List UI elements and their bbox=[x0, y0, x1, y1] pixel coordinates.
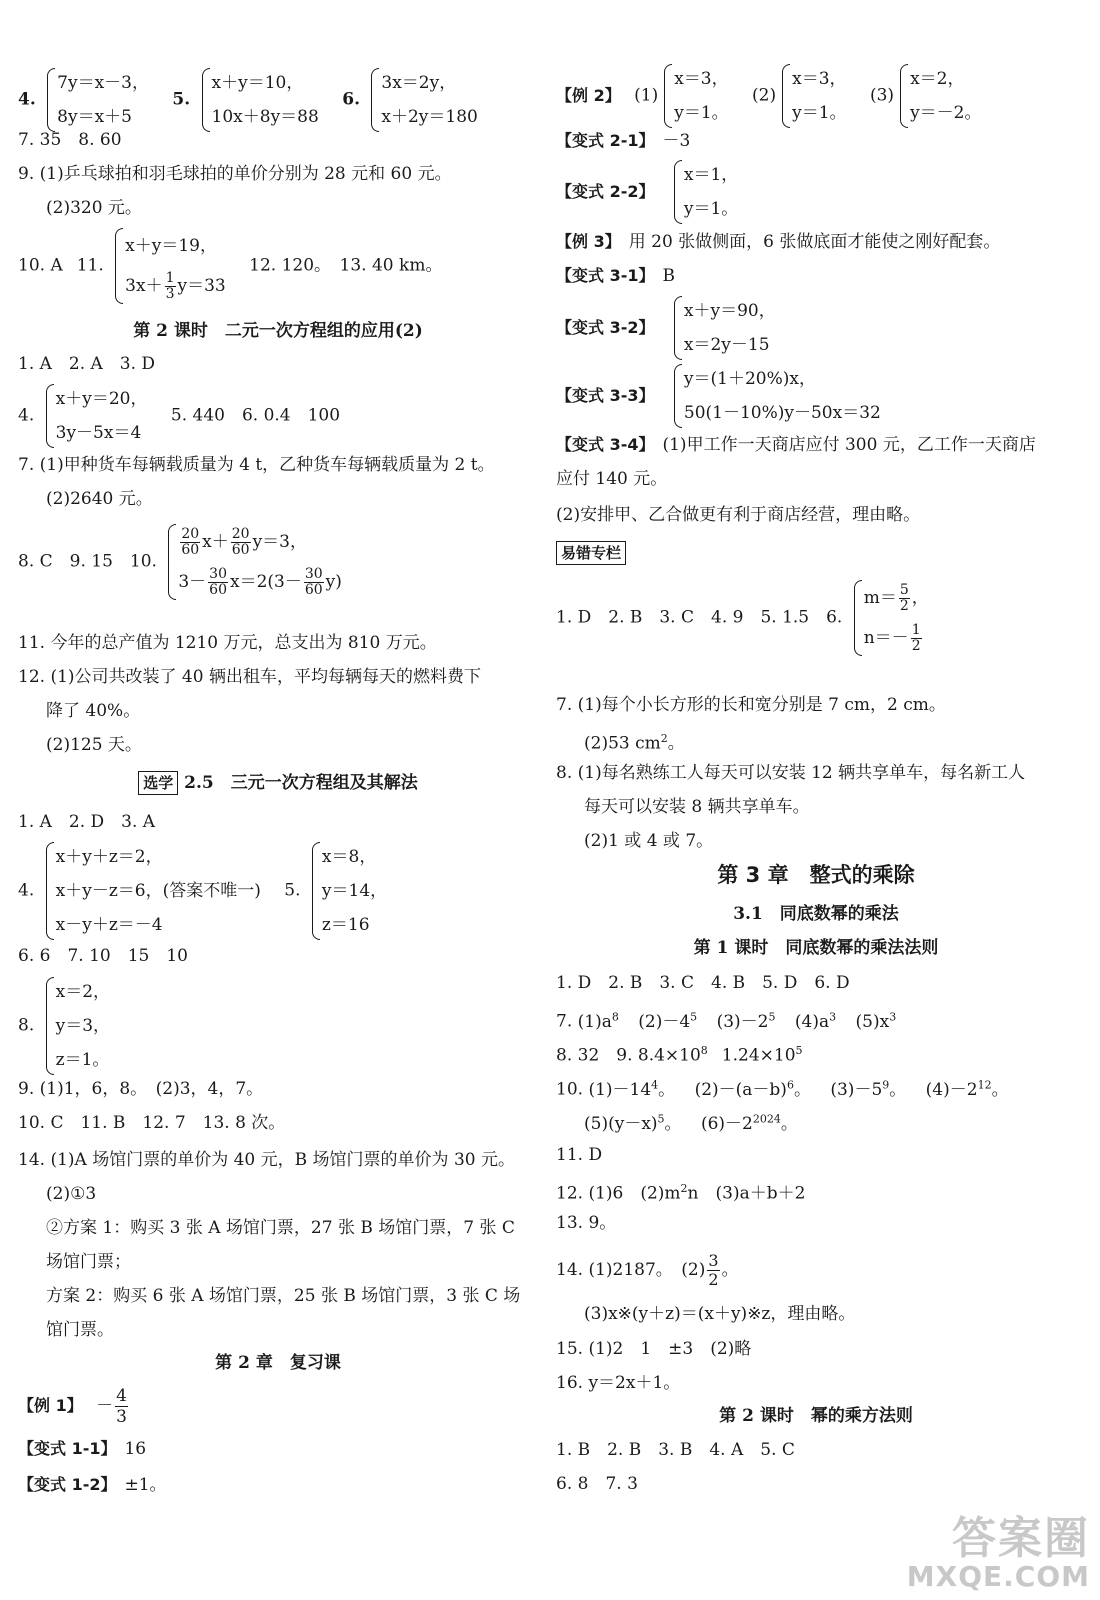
answer-line: 15. (1)2 1 ±3 (2)略 bbox=[556, 1339, 752, 1359]
answer-line: (2)320 元。 bbox=[46, 198, 142, 218]
answer-line: 14. (1)A 场馆门票的单价为 40 元，B 场馆门票的单价为 30 元。 bbox=[18, 1150, 515, 1170]
answer-line: 【变式 3-3】 y＝(1＋20%)x， 50(1－10%)y－50x＝32 bbox=[556, 362, 885, 430]
equation-system: 7y＝x－3， 8y＝x＋5 bbox=[45, 66, 149, 134]
answer-line: 【例 3】 用 20 张做侧面，6 张做底面才能使之刚好配套。 bbox=[556, 232, 1001, 252]
error-prone-badge: 易错专栏 bbox=[556, 541, 626, 565]
answer-line: (2)1 或 4 或 7。 bbox=[584, 831, 714, 851]
answer-line: 场馆门票； bbox=[46, 1252, 131, 1272]
equation-system: x＝3， y＝1。 bbox=[780, 62, 846, 130]
answer-line: 1. A 2. A 3. D bbox=[18, 354, 156, 374]
right-column bbox=[556, 0, 1076, 1600]
fraction: $\frac{20}{60}$ bbox=[231, 526, 250, 558]
chapter-title: 第 3 章 整式的乘除 bbox=[717, 863, 915, 887]
answer-line: 10. $(1)-14^4$。 $(2)-(a-b)^6$。 $(3)-5^9$。 $(4)-2^{12}$。 bbox=[556, 1078, 1009, 1100]
answer-line: 1. B 2. B 3. B 4. A 5. C bbox=[556, 1440, 795, 1460]
answer-line: 降了 40%。 bbox=[46, 701, 141, 721]
answer-line: 16. y＝2x＋1。 bbox=[556, 1373, 681, 1393]
answer-line: $(5)(y-x)^5$。 $(6)-2^{2024}$。 bbox=[584, 1112, 798, 1134]
answer-line: 【变式 2-1】 －3 bbox=[556, 131, 691, 151]
answer-line: 7. (1)甲种货车每辆载质量为 4 t，乙种货车每辆载质量为 2 t。 bbox=[18, 455, 495, 475]
answer-line: 【例 2】 (1) x＝3， y＝1。 (2) x＝3， y＝1。 (3) x＝2， y＝－2。 bbox=[556, 62, 985, 130]
answer-line: (2)53 $cm^2$。 bbox=[584, 732, 685, 754]
fraction: $\frac{1}{3}$ bbox=[165, 270, 175, 302]
answer-line: 11. D bbox=[556, 1145, 603, 1165]
section-title: 第 2 课时 二元一次方程组的应用(2) bbox=[133, 321, 423, 341]
answer-line: 【例 1】 － $\frac{4}{3}$ bbox=[18, 1386, 127, 1427]
answer-line: 8. C 9. 15 10. $\frac{20}{60}$ x＋ $\frac{20}{60}$ y＝3， 3－ $\frac{30}{60}$ x＝2(3－ $\frac{30}{60}$ y) bbox=[18, 522, 346, 602]
answer-line: 4. x＋y＝20， 3y－5x＝4 5. 440 6. 0.4 100 bbox=[18, 382, 340, 450]
equation-system: x＋y＋z＝2， x＋y－z＝6，(答案不唯一) x－y＋z＝－4 bbox=[44, 840, 261, 942]
answer-line: 7. 35 8. 60 bbox=[18, 130, 122, 150]
answer-line: 6. 6 7. 10 15 10 bbox=[18, 946, 188, 966]
answer-line: ②方案 1：购买 3 张 A 场馆门票，27 张 B 场馆门票，7 张 C bbox=[46, 1218, 515, 1238]
answer-line: 4. x＋y＋z＝2， x＋y－z＝6，(答案不唯一) x－y＋z＝－4 5. x＝8， y＝14， z＝16 bbox=[18, 840, 391, 942]
answer-line: (3)x※(y＋z)＝(x＋y)※z，理由略。 bbox=[584, 1304, 856, 1324]
answer-line: 6. 8 7. 3 bbox=[556, 1474, 638, 1494]
equation-system: x＝3， y＝1。 bbox=[662, 62, 728, 130]
answer-line: 每天可以安装 8 辆共享单车。 bbox=[584, 797, 810, 817]
answer-line: 9. (1)1，6，8。 (2)3，4，7。 bbox=[18, 1079, 264, 1099]
section-title: 选学 2.5 三元一次方程组及其解法 bbox=[18, 770, 538, 796]
answer-line: 7. $(1)a^8$ $(2)-4^5$ $(3)-2^5$ $(4)a^3$ $(5)x^3$ bbox=[556, 1010, 897, 1032]
answer-line: 10. A 11. x＋y＝19， 3x＋ $\frac{1}{3}$ y＝33 12. 120。 13. 40 km。 bbox=[18, 226, 442, 306]
equation-system: x＝1， y＝1。 bbox=[672, 158, 738, 226]
answer-line: 8. 32 9. $8.4\times 10^8$ $1.24\times 10^5$ bbox=[556, 1044, 803, 1066]
answer-line: 8. (1)每名熟练工人每天可以安装 12 辆共享单车，每名新工人 bbox=[556, 763, 1026, 783]
watermark-logo: 答案圈 MXQE.COM bbox=[906, 1513, 1090, 1593]
left-column bbox=[18, 0, 538, 1600]
answer-line: 14. (1)2187。 (2) $\frac{3}{2}$ 。 bbox=[556, 1251, 739, 1289]
elective-badge: 选学 bbox=[138, 771, 178, 795]
answer-line: 【变式 1-2】 ±1。 bbox=[18, 1475, 167, 1495]
answer-line: 12. (1)6 $(2)m^2n$ (3)a＋b＋2 bbox=[556, 1182, 806, 1204]
answer-line: (2)安排甲、乙合做更有利于商店经营，理由略。 bbox=[556, 505, 921, 525]
fraction: $\frac{1}{2}$ bbox=[911, 622, 921, 654]
fraction: $\frac{5}{2}$ bbox=[899, 582, 909, 614]
equation-system: x＋y＝90， x＝2y－15 bbox=[672, 294, 776, 362]
section-title: 第 2 课时 幂的乘方法则 bbox=[719, 1406, 913, 1426]
answer-line: 馆门票。 bbox=[46, 1320, 114, 1340]
section-title: 第 2 章 复习课 bbox=[215, 1353, 341, 1373]
fraction: $\frac{20}{60}$ bbox=[181, 526, 200, 558]
answer-line: 1. D 2. B 3. C 4. B 5. D 6. D bbox=[556, 973, 850, 993]
equation-system: x＝8， y＝14， z＝16 bbox=[310, 840, 387, 942]
equation-system: x＝2， y＝3， z＝1。 bbox=[44, 975, 110, 1077]
answer-line: 【变式 2-2】 x＝1， y＝1。 bbox=[556, 158, 742, 226]
fraction: $\frac{3}{2}$ bbox=[708, 1251, 719, 1289]
answer-line: 1. A 2. D 3. A bbox=[18, 812, 156, 832]
section-title: 3.1 同底数幂的乘法 bbox=[733, 904, 899, 924]
answer-line: 【变式 3-2】 x＋y＝90， x＝2y－15 bbox=[556, 294, 780, 362]
answer-line: 【变式 1-1】 16 bbox=[18, 1439, 147, 1459]
equation-system: x＋y＝10， 10x＋8y＝88 bbox=[200, 66, 319, 134]
answer-line: 13. 9。 bbox=[556, 1213, 617, 1233]
answer-line: 8. x＝2， y＝3， z＝1。 bbox=[18, 975, 114, 1077]
answer-line: (2)2640 元。 bbox=[46, 489, 153, 509]
answer-line: 4. 7y＝x－3， 8y＝x＋5 5. x＋y＝10， 10x＋8y＝88 6. 3x＝2y， x＋2y＝180 bbox=[18, 66, 482, 134]
equation-system: y＝(1＋20%)x， 50(1－10%)y－50x＝32 bbox=[672, 362, 881, 430]
equation-system: $\frac{20}{60}$ x＋ $\frac{20}{60}$ y＝3， 3－ $\frac{30}{60}$ x＝2(3－ $\frac{30}{60}$ y) bbox=[166, 522, 342, 602]
equation-system: x＋y＝19， 3x＋ $\frac{1}{3}$ y＝33 bbox=[113, 226, 226, 306]
equation-system: x＝2， y＝－2。 bbox=[898, 62, 981, 130]
answer-line: (2)125 天。 bbox=[46, 735, 142, 755]
answer-line: 7. (1)每个小长方形的长和宽分别是 7 cm，2 cm。 bbox=[556, 695, 946, 715]
answer-line: 【变式 3-1】 B bbox=[556, 266, 675, 286]
fraction: $\frac{30}{60}$ bbox=[304, 566, 323, 598]
answer-line: 12. (1)公司共改装了 40 辆出租车，平均每辆每天的燃料费下 bbox=[18, 667, 481, 687]
answer-line: 9. (1)乒乓球拍和羽毛球拍的单价分别为 28 元和 60 元。 bbox=[18, 164, 452, 184]
answer-line: (2)①3 bbox=[46, 1184, 97, 1204]
equation-system: 3x＝2y， x＋2y＝180 bbox=[369, 66, 477, 134]
equation-system: x＋y＝20， 3y－5x＝4 bbox=[44, 382, 148, 450]
answer-line: 1. D 2. B 3. C 4. 9 5. 1.5 6. m＝ $\frac{5}{2}$ ， n＝－ $\frac{1}{2}$ bbox=[556, 578, 933, 658]
fraction: $\frac{4}{3}$ bbox=[116, 1386, 127, 1427]
answer-line: 11. 今年的总产值为 1210 万元，总支出为 810 万元。 bbox=[18, 633, 437, 653]
section-badge bbox=[556, 540, 626, 566]
fraction: $\frac{30}{60}$ bbox=[209, 566, 227, 598]
equation-system: m＝ $\frac{5}{2}$ ， n＝－ $\frac{1}{2}$ bbox=[852, 578, 929, 658]
answer-line: 10. C 11. B 12. 7 13. 8 次。 bbox=[18, 1113, 286, 1133]
answer-line: 【变式 3-4】 (1)甲工作一天商店应付 300 元，乙工作一天商店 bbox=[556, 435, 1036, 455]
answer-line: 方案 2：购买 6 张 A 场馆门票，25 张 B 场馆门票，3 张 C 场 bbox=[46, 1286, 521, 1306]
answer-line: 应付 140 元。 bbox=[556, 469, 668, 489]
section-title: 第 1 课时 同底数幂的乘法法则 bbox=[693, 938, 939, 958]
